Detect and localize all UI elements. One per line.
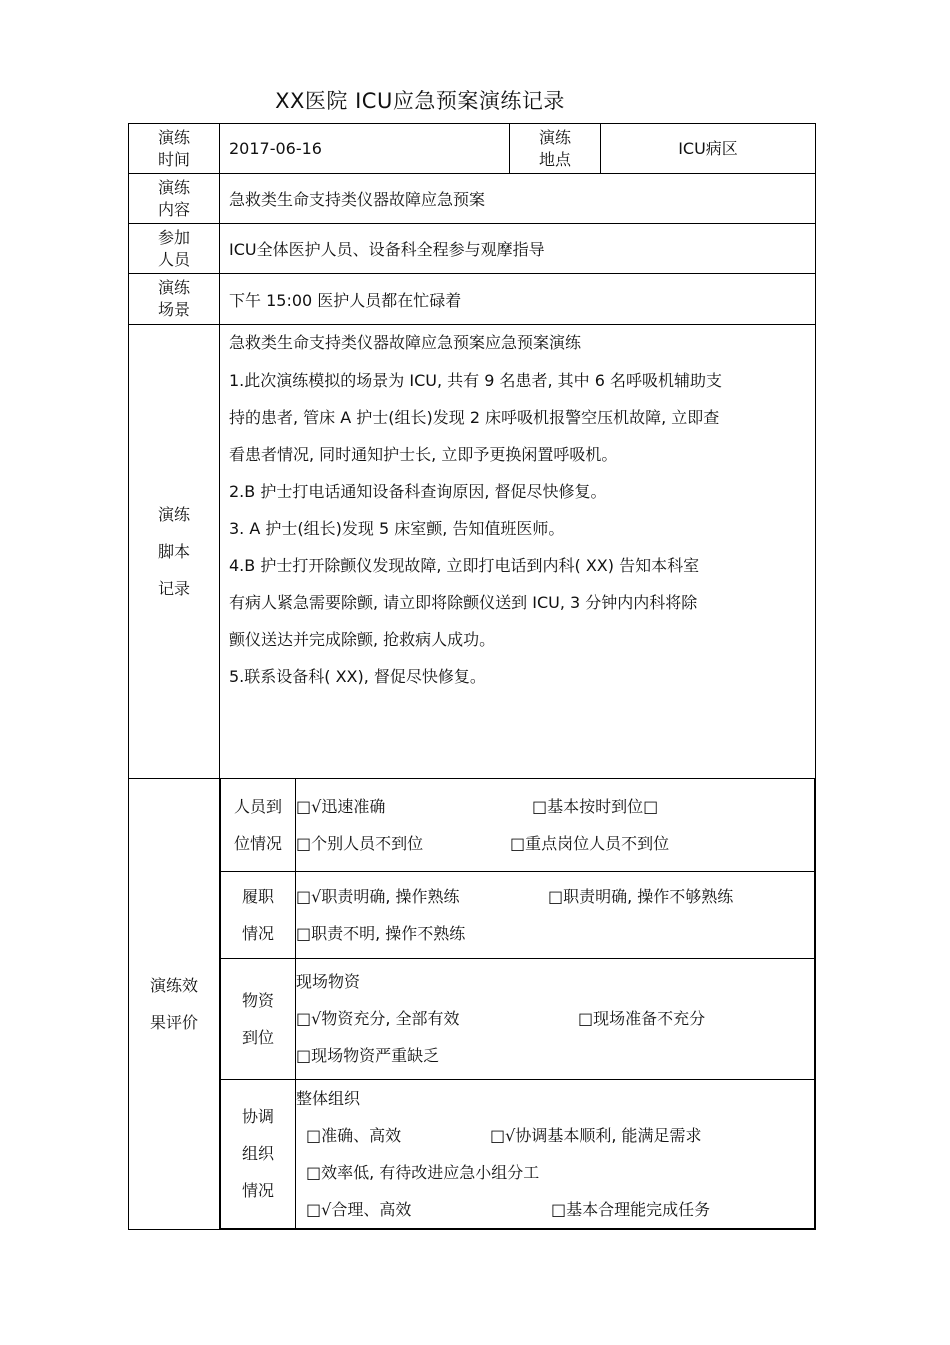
- duty-options: [296, 871, 815, 958]
- place-label: 演练 地点: [510, 124, 601, 174]
- time-value: 2017-06-16: [220, 124, 510, 174]
- drill-record-table: [128, 123, 816, 1230]
- row-people: [129, 224, 816, 274]
- option-basic-on-time[interactable]: □基本按时到位□: [532, 796, 659, 816]
- option-low-efficiency[interactable]: □效率低, 有待改进应急小组分工: [306, 1162, 540, 1182]
- scene-label: 演练 场景: [129, 274, 220, 325]
- materials-options: [296, 958, 815, 1079]
- eval-materials-row: [221, 958, 815, 1079]
- evaluation-label: 演练效 果评价: [129, 779, 220, 1230]
- script-label: 演练 脚本 记录: [129, 325, 220, 779]
- eval-personnel-row: [221, 779, 815, 871]
- content-value: 急救类生命支持类仪器故障应急预案: [220, 174, 816, 224]
- script-line: 有病人紧急需要除颤, 请立即将除颤仪送到 ICU, 3 分钟内内科将除: [229, 593, 698, 612]
- option-duty-unclear[interactable]: □职责不明, 操作不熟练: [296, 923, 466, 943]
- row-time-place: [129, 124, 816, 174]
- row-content: [129, 174, 816, 224]
- eval-coordination-row: [221, 1079, 815, 1228]
- script-heading: 急救类生命支持类仪器故障应急预案应急预案演练: [229, 333, 582, 352]
- evaluation-body: [220, 779, 816, 1230]
- materials-label: 物资 到位: [221, 958, 296, 1079]
- time-label: 演练 时间: [129, 124, 220, 174]
- personnel-options: [296, 779, 815, 871]
- option-key-post-absent[interactable]: □重点岗位人员不到位: [510, 833, 670, 853]
- option-checked-reasonable-efficient[interactable]: □√合理、高效: [306, 1199, 412, 1219]
- row-scene: [129, 274, 816, 325]
- option-checked-coordination-smooth[interactable]: □√协调基本顺利, 能满足需求: [490, 1125, 702, 1145]
- option-basically-reasonable[interactable]: □基本合理能完成任务: [551, 1199, 711, 1219]
- script-line: 4.B 护士打开除颤仪发现故障, 立即打电话到内科( XX) 告知本科室: [229, 556, 700, 575]
- script-line: 看患者情况, 同时通知护士长, 立即予更换闲置呼吸机。: [229, 445, 618, 464]
- option-materials-severely-lacking[interactable]: □现场物资严重缺乏: [296, 1046, 440, 1065]
- row-evaluation: [129, 779, 816, 1230]
- option-some-absent[interactable]: □个别人员不到位: [296, 833, 424, 853]
- content-label: 演练 内容: [129, 174, 220, 224]
- script-line: 2.B 护士打电话通知设备科查询原因, 督促尽快修复。: [229, 482, 607, 501]
- coordination-options: [296, 1079, 815, 1228]
- people-value: ICU全体医护人员、设备科全程参与观摩指导: [220, 224, 816, 274]
- coordination-label: 协调 组织 情况: [221, 1079, 296, 1228]
- document-title: XX医院 ICU应急预案演练记录: [275, 89, 565, 113]
- script-line: 1.此次演练模拟的场景为 ICU, 共有 9 名患者, 其中 6 名呼吸机辅助支: [229, 371, 723, 390]
- duty-label: 履职 情况: [221, 871, 296, 958]
- people-label: 参加 人员: [129, 224, 220, 274]
- script-body: [220, 325, 816, 779]
- script-line: 3. A 护士(组长)发现 5 床室颤, 告知值班医师。: [229, 519, 565, 538]
- coordination-heading: 整体组织: [296, 1088, 361, 1108]
- script-line: 5.联系设备科( XX), 督促尽快修复。: [229, 667, 486, 686]
- option-checked-fast-accurate[interactable]: □√迅速准确: [296, 796, 386, 816]
- scene-value: 下午 15:00 医护人员都在忙碌着: [220, 274, 816, 325]
- place-value: ICU病区: [601, 124, 816, 174]
- option-checked-duty-clear[interactable]: □√职责明确, 操作熟练: [296, 886, 460, 906]
- script-line: 颤仪送达并完成除颤, 抢救病人成功。: [229, 630, 496, 649]
- option-checked-materials-sufficient[interactable]: □√物资充分, 全部有效: [296, 1009, 460, 1028]
- option-duty-clear-unskilled[interactable]: □职责明确, 操作不够熟练: [548, 886, 734, 906]
- personnel-label: 人员到 位情况: [221, 779, 296, 871]
- eval-duty-row: [221, 871, 815, 958]
- materials-heading: 现场物资: [296, 972, 361, 991]
- option-materials-insufficient[interactable]: □现场准备不充分: [578, 1009, 706, 1028]
- option-accurate-efficient[interactable]: □准确、高效: [306, 1125, 402, 1145]
- row-script: [129, 325, 816, 779]
- evaluation-subtable: [220, 779, 815, 1229]
- script-line: 持的患者, 管床 A 护士(组长)发现 2 床呼吸机报警空压机故障, 立即查: [229, 408, 720, 427]
